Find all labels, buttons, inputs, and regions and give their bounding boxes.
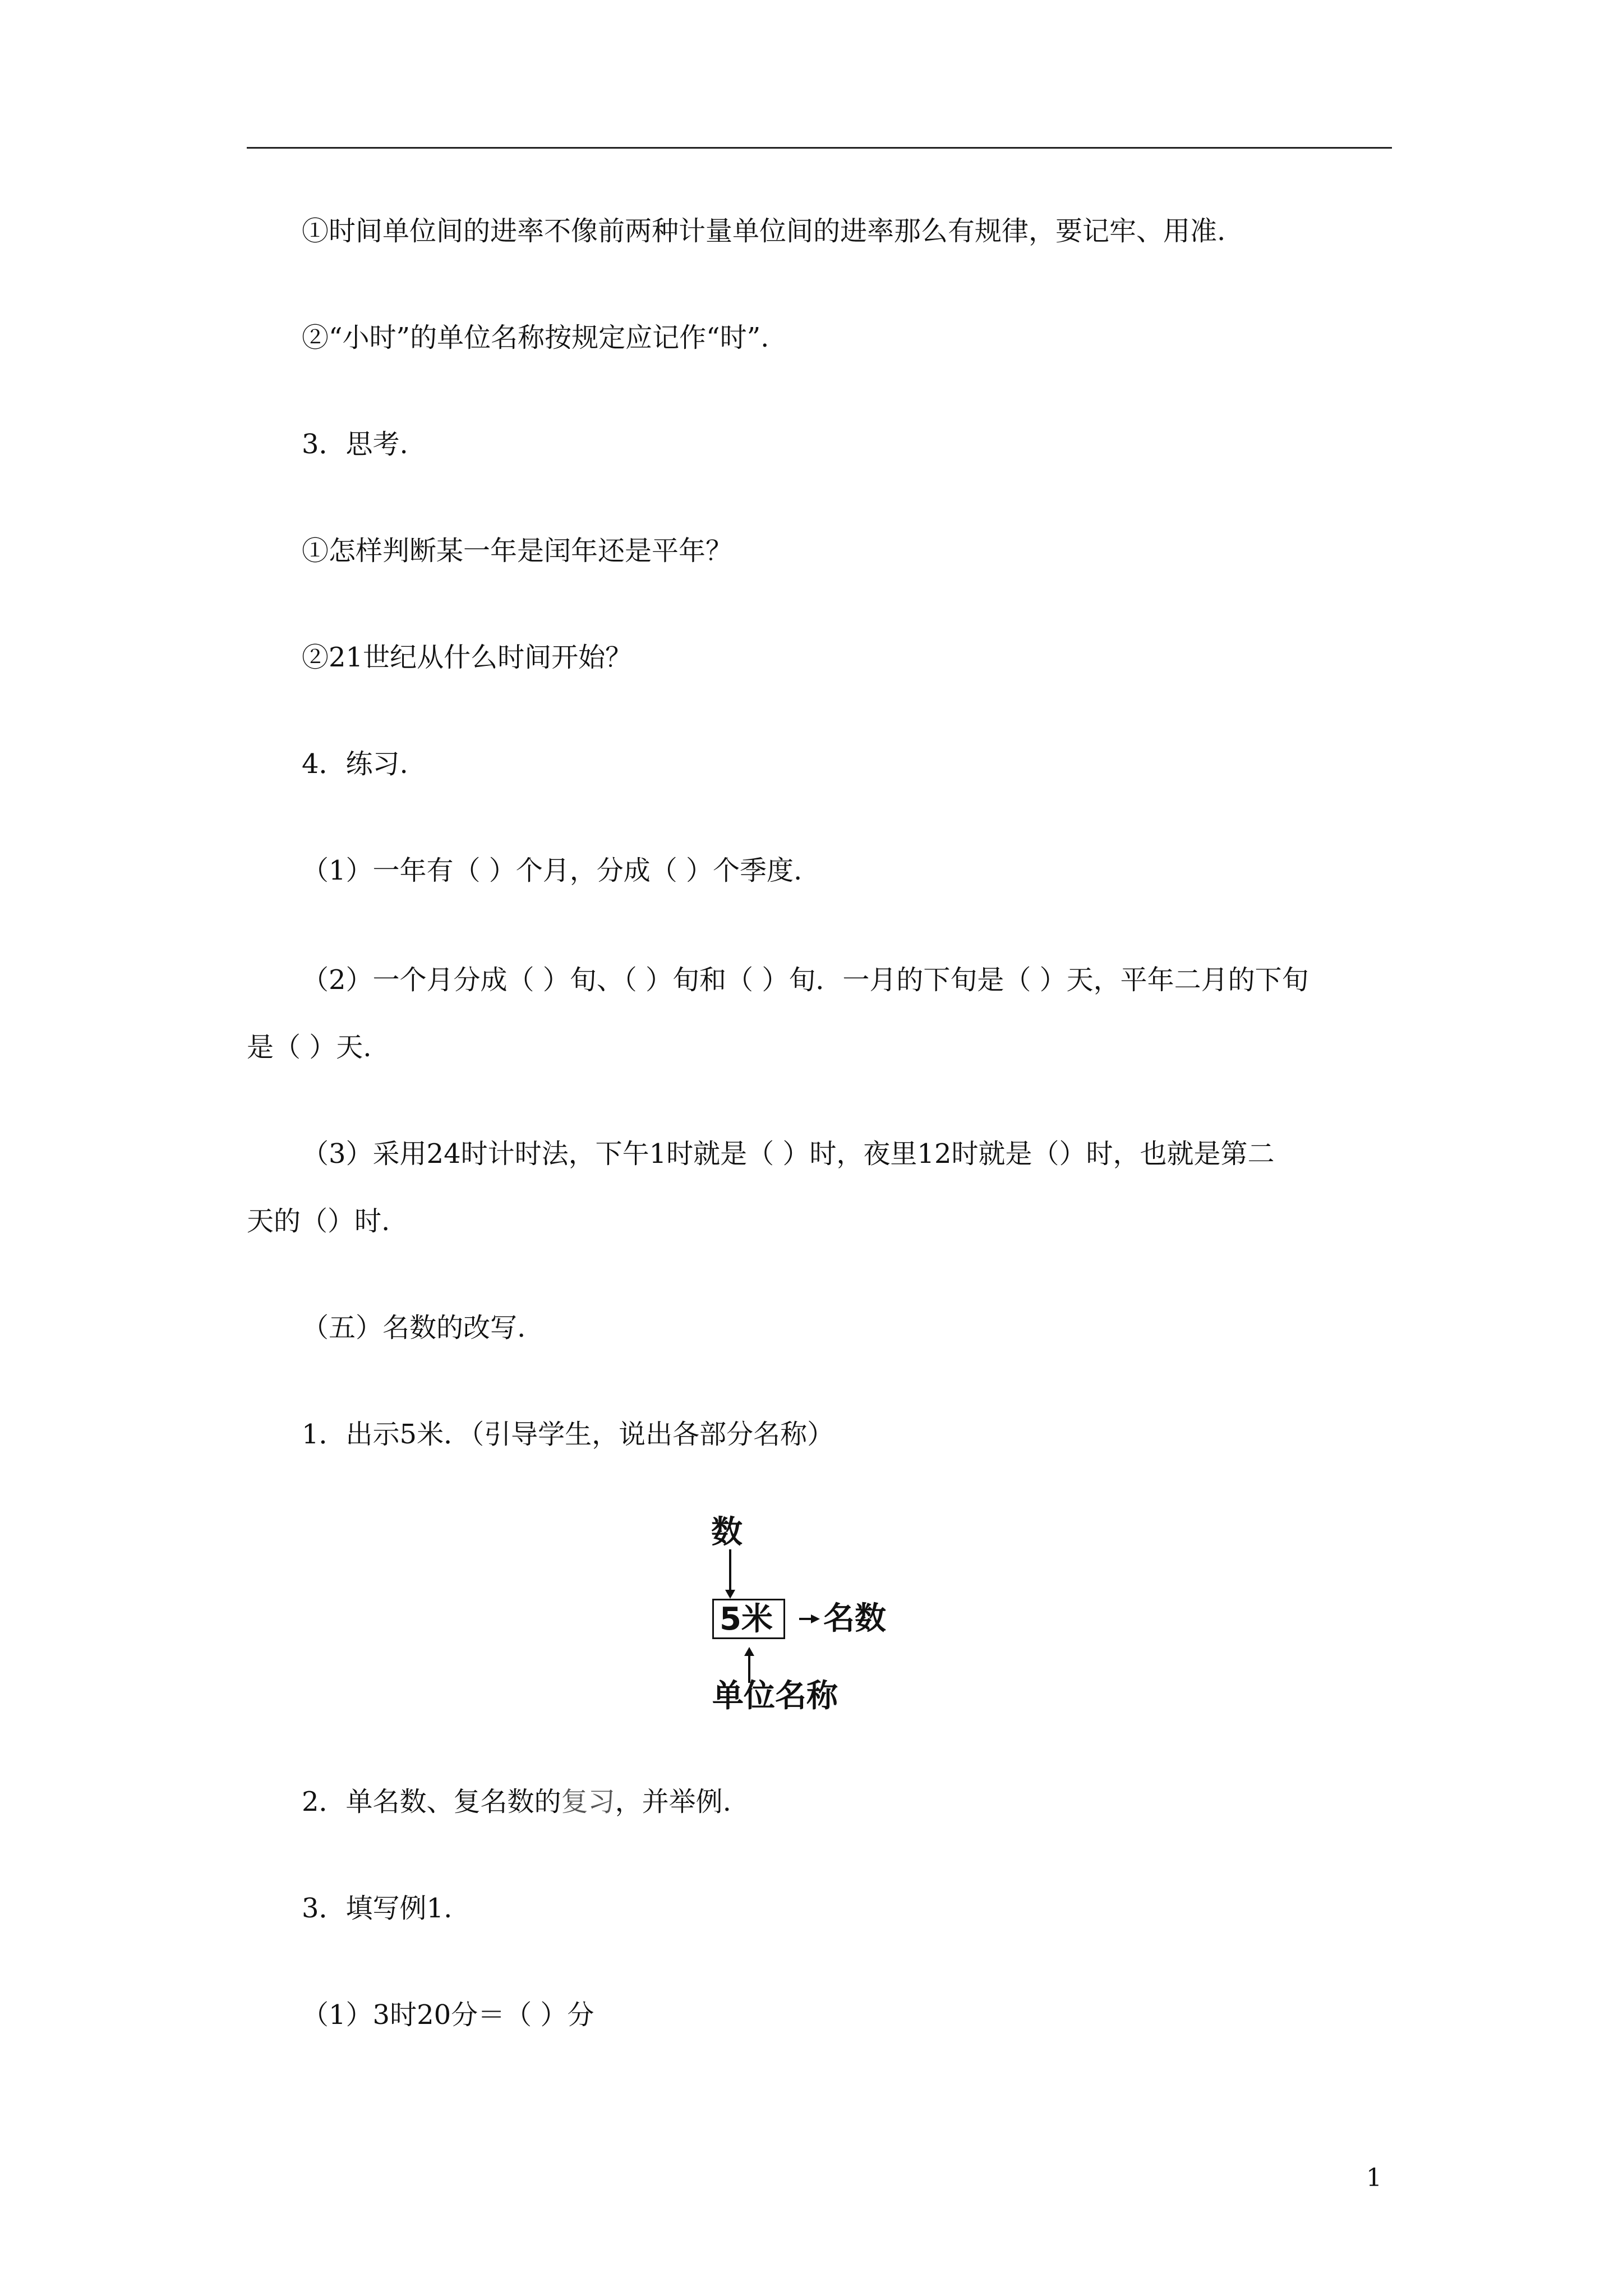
paragraph-10: （五）名数的改写. <box>302 1312 526 1343</box>
paragraph-12-start: 2．单名数、复名数的 <box>302 1786 561 1818</box>
paragraph-1: ①时间单位间的进率不像前两种计量单位间的进率那么有规律，要记牢、用准. <box>302 215 1226 247</box>
noun-number-diagram <box>695 1515 942 1717</box>
paragraph-11: 1．出示5米．（引导学生，说出各部分名称） <box>302 1419 834 1450</box>
paragraph-9-line-1: （3）采用24时计时法，下午1时就是（ ）时，夜里12时就是（）时，也就是第二 <box>302 1138 1275 1170</box>
value-box-text: 5米 <box>720 1601 773 1637</box>
arrow-right-head <box>811 1614 820 1623</box>
paragraph-9-line-2: 天的（）时. <box>247 1205 390 1237</box>
paragraph-7: （1）一年有（ ）个月，分成（ ）个季度. <box>302 855 803 886</box>
unit-name-label: 单位名称 <box>712 1678 838 1714</box>
paragraph-3: 3．思考. <box>302 429 408 460</box>
paragraph-8-line-2: 是（ ）天. <box>247 1032 372 1063</box>
header-rule <box>247 147 1392 149</box>
noun-number-label: 名数 <box>823 1600 886 1637</box>
paragraph-2: ②“小时”的单位名称按规定应记作“时”. <box>302 322 769 353</box>
review-link-text: 复习 <box>561 1786 615 1818</box>
value-box <box>712 1599 785 1639</box>
paragraph-12-end: ，并举例. <box>615 1786 731 1818</box>
arrow-up-head <box>744 1647 754 1656</box>
paragraph-6: 4．练习. <box>302 748 408 780</box>
paragraph-5: ②21世纪从什么时间开始？ <box>302 642 633 673</box>
number-label: 数 <box>711 1514 743 1550</box>
paragraph-13: 3．填写例1. <box>302 1893 453 1924</box>
paragraph-14: （1）3时20分＝（ ）分 <box>302 1999 594 2031</box>
arrow-down-head <box>725 1590 735 1599</box>
paragraph-4: ①怎样判断某一年是闰年还是平年？ <box>302 535 733 567</box>
paragraph-8-line-1: （2）一个月分成（ ）旬、（ ）旬和（ ）旬．一月的下旬是（ ）天，平年二月的下旬 <box>302 964 1309 996</box>
paragraph-12 <box>302 1784 731 1820</box>
page-number: 1 <box>1366 2164 1382 2192</box>
